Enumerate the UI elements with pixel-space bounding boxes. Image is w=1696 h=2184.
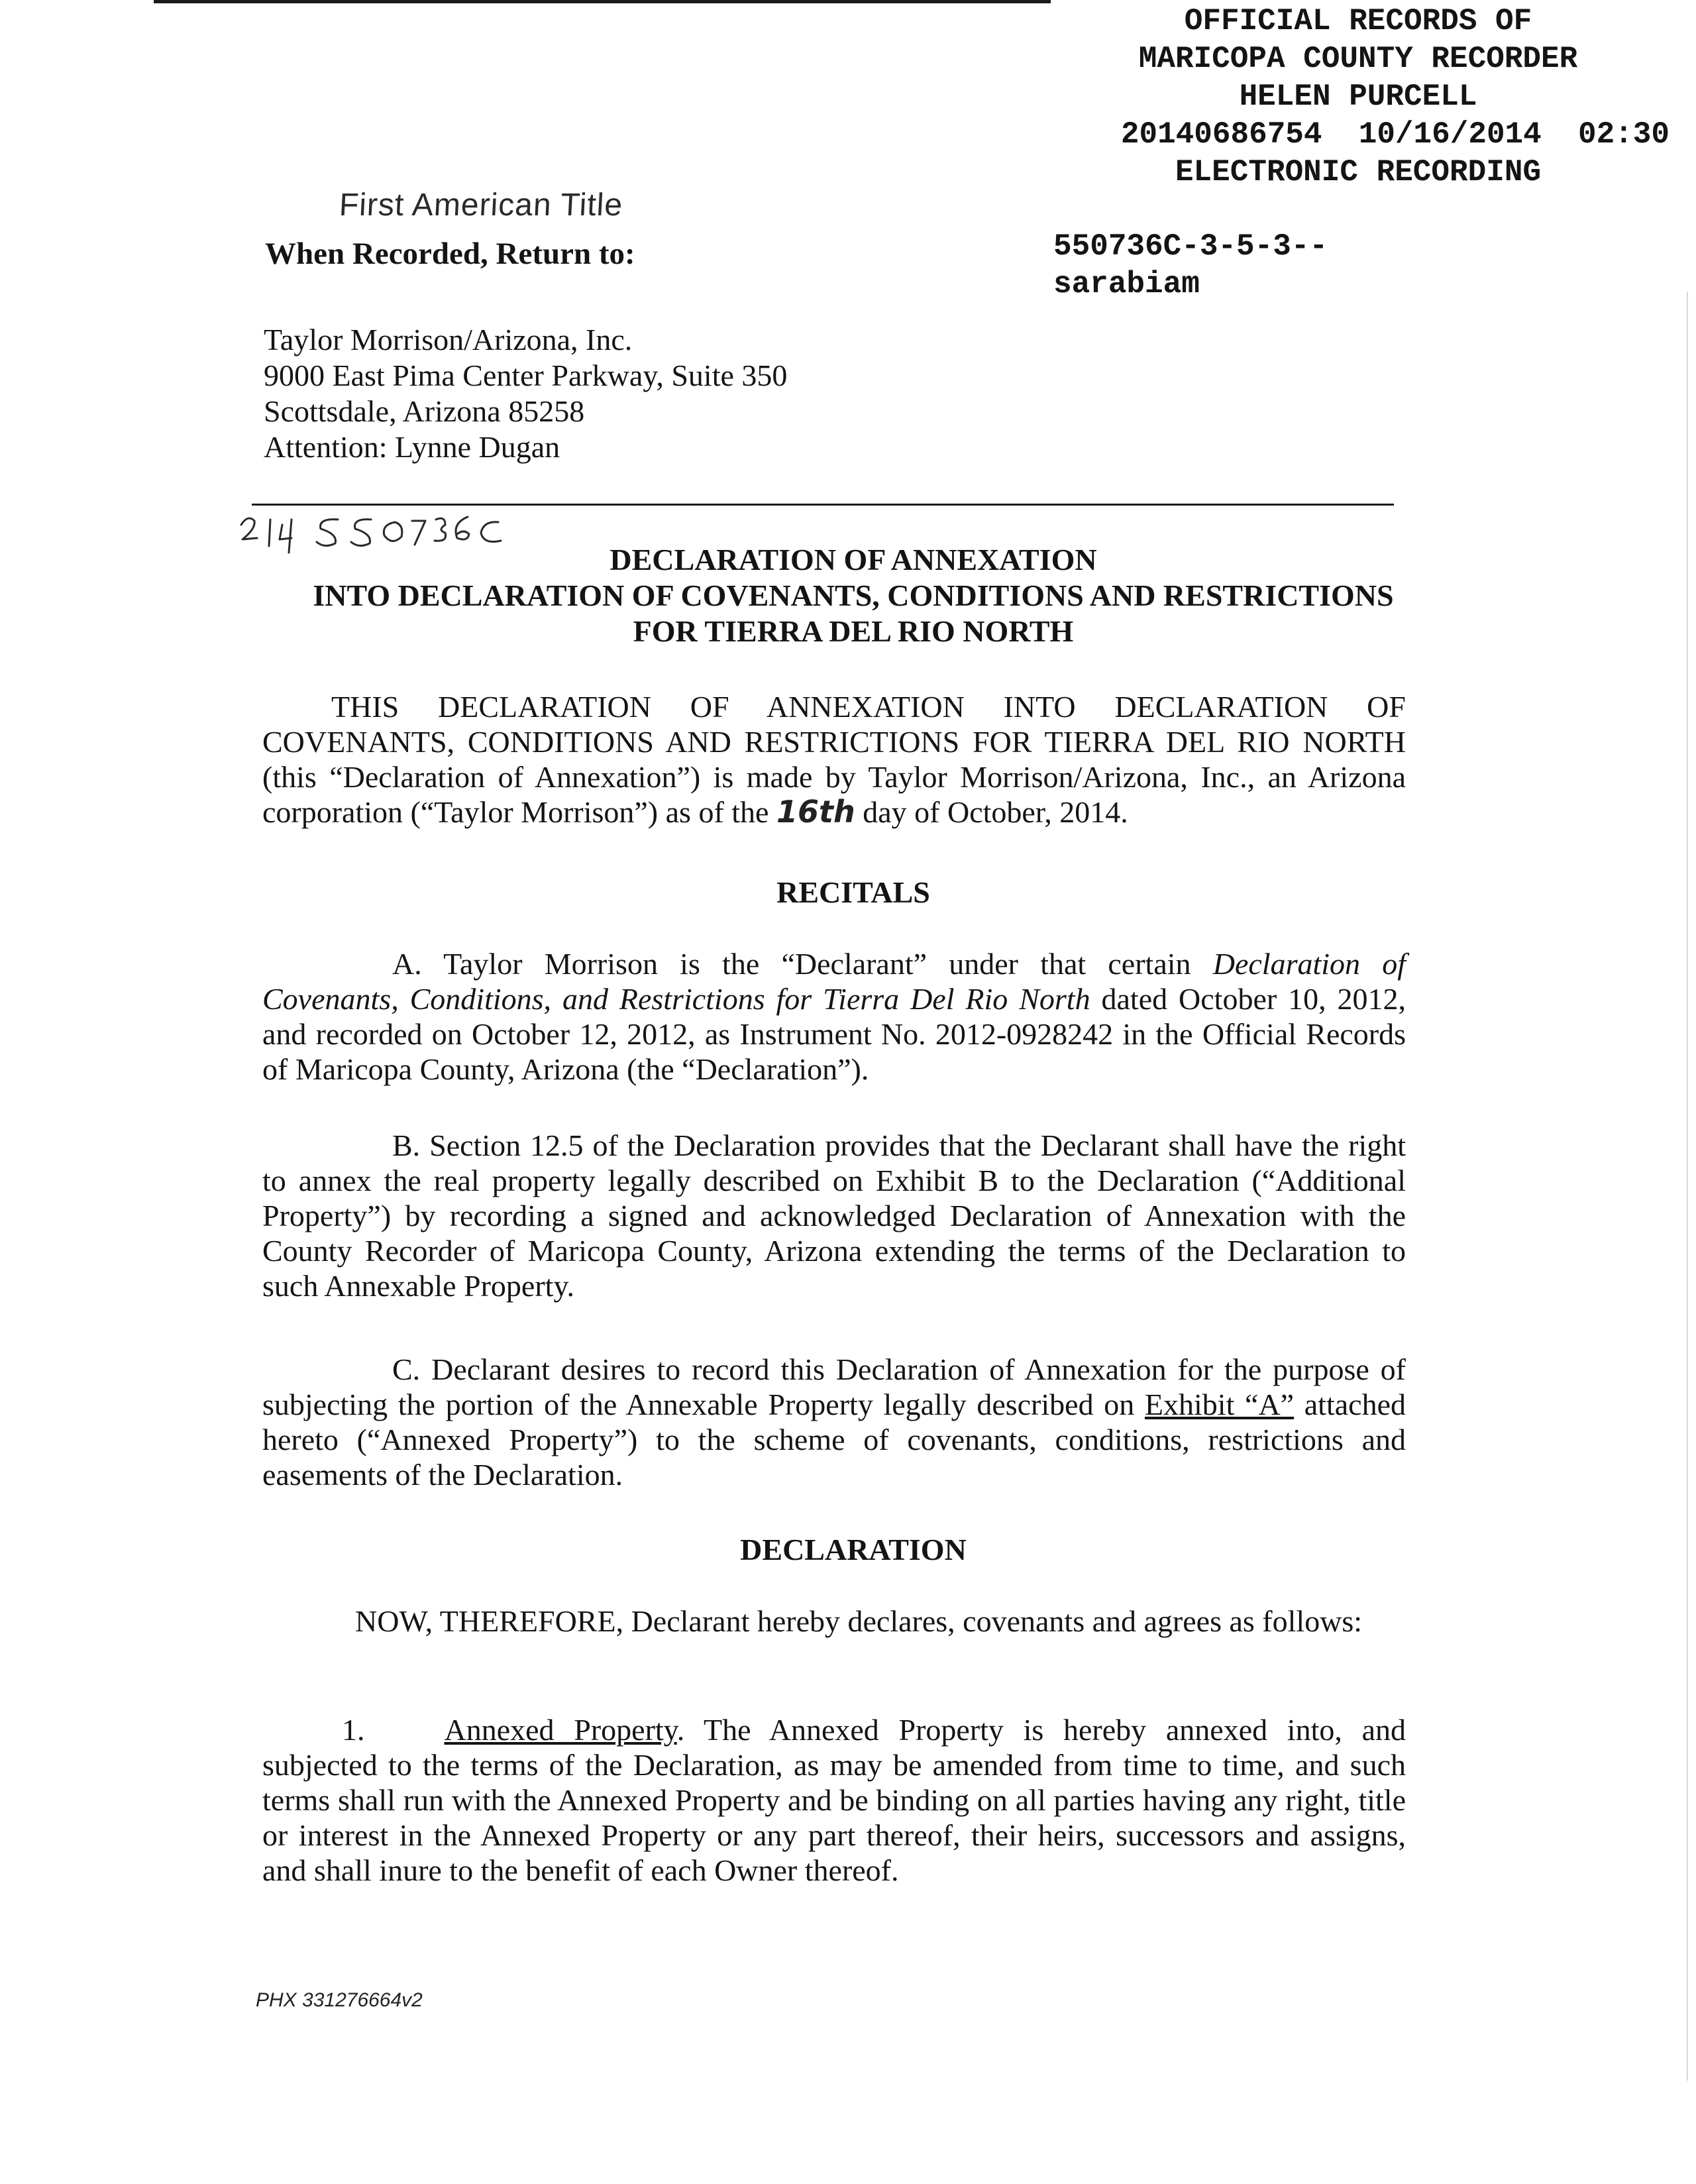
section-1-heading: Annexed Property <box>444 1713 677 1747</box>
top-border-line <box>154 0 1051 3</box>
recital-a-text-end: dated October 10, 2012, and recorded on October 12, 2012, as Instrument No. 2012-0928242 in the Official Records of Maricopa County, Arizona (the “Declaration”). <box>262 982 1406 1086</box>
handwritten-day: 16th <box>776 794 855 830</box>
recording-line-1: OFFICIAL RECORDS OF <box>1184 4 1532 38</box>
recital-c-label: C. <box>392 1352 421 1386</box>
recording-type: ELECTRONIC RECORDING <box>1175 155 1542 190</box>
reference-code <box>1053 228 1328 303</box>
recital-a-label: A. <box>392 947 422 981</box>
recording-number-date: 20140686754 10/16/2014 02:30 <box>1120 117 1670 152</box>
document-title <box>245 542 1461 649</box>
reference-line-2: sarabiam <box>1053 267 1200 301</box>
address-street: 9000 East Pima Center Parkway, Suite 350 <box>264 358 788 392</box>
section-1-number: 1. <box>342 1713 365 1747</box>
recital-c <box>262 1352 1406 1492</box>
intro-text-end: day of October, 2014. <box>863 795 1128 829</box>
recital-b-text: Section 12.5 of the Declaration provides that the Declarant shall have the right to annex the real property legally described on Exhibit B to the Declaration (“Additional Property”) by recording a signed and acknowledged Declaration of Annexation with the County Recorder of Maricopa County, Arizona extending the terms of the Declaration to such Annexable Property. <box>262 1128 1406 1303</box>
return-address <box>264 322 787 465</box>
section-1 <box>262 1712 1406 1888</box>
title-line-3: FOR TIERRA DEL RIO NORTH <box>633 614 1074 648</box>
title-company-stamp: First American Title <box>338 188 624 223</box>
section-1-text: . The Annexed Property is hereby annexed into, and subjected to the terms of the Declaration, as may be amended from time to time, and such terms shall run with the Annexed Property and be binding on all parties having any right, title or interest in the Annexed Property or any part thereof, their heirs, successors and assigns, and shall inure to the benefit of each Owner thereof. <box>262 1713 1406 1887</box>
title-line-2: INTO DECLARATION OF COVENANTS, CONDITIONS AND RESTRICTIONS <box>313 578 1394 612</box>
recitals-heading: RECITALS <box>776 875 930 909</box>
intro-paragraph <box>262 689 1406 830</box>
recital-c-text: Declarant desires to record this Declaration of Annexation for the purpose of subjecting the portion of the Annexable Property legally described on <box>262 1352 1406 1421</box>
recital-a-document-name: Declaration of Covenants, Conditions, and Restrictions for Tierra Del Rio North <box>262 947 1406 1016</box>
recital-b <box>262 1128 1406 1303</box>
address-city: Scottsdale, Arizona 85258 <box>264 394 585 428</box>
recording-stamp <box>1034 3 1683 191</box>
declaration-heading: DECLARATION <box>740 1533 967 1566</box>
scan-edge <box>1687 292 1688 2081</box>
when-recorded-label: When Recorded, Return to: <box>265 237 635 271</box>
now-therefore-text: NOW, THEREFORE, Declarant hereby declares, covenants and agrees as follows: <box>355 1604 1363 1638</box>
recital-a-text: Taylor Morrison is the “Declarant” under that certain <box>443 947 1191 981</box>
intro-text: THIS DECLARATION OF ANNEXATION INTO DECLARATION OF COVENANTS, CONDITIONS AND RESTRICTIONS FOR TIERRA DEL RIO NORTH (this “Declaration of Annexation”) is made by Taylor Morrison/Arizona, Inc., an Arizona corporation (“Taylor Morrison”) as of the <box>262 690 1406 829</box>
addressee-name: Taylor Morrison/Arizona, Inc. <box>264 323 633 356</box>
recital-a <box>262 946 1406 1087</box>
now-therefore-paragraph <box>262 1604 1406 1639</box>
exhibit-a-reference: Exhibit “A” <box>1144 1388 1295 1421</box>
title-line-1: DECLARATION OF ANNEXATION <box>610 543 1097 576</box>
reference-line-1: 550736C-3-5-3-- <box>1053 229 1328 264</box>
recital-c-text-end: attached hereto (“Annexed Property”) to the scheme of covenants, conditions, restrictions and easements of the Declaration. <box>262 1388 1406 1492</box>
recording-line-3: HELEN PURCELL <box>1239 80 1477 114</box>
address-attention: Attention: Lynne Dugan <box>264 430 560 464</box>
recital-b-label: B. <box>392 1128 421 1162</box>
document-id-footer: PHX 331276664v2 <box>256 1989 423 2011</box>
recording-line-2: MARICOPA COUNTY RECORDER <box>1138 42 1578 76</box>
